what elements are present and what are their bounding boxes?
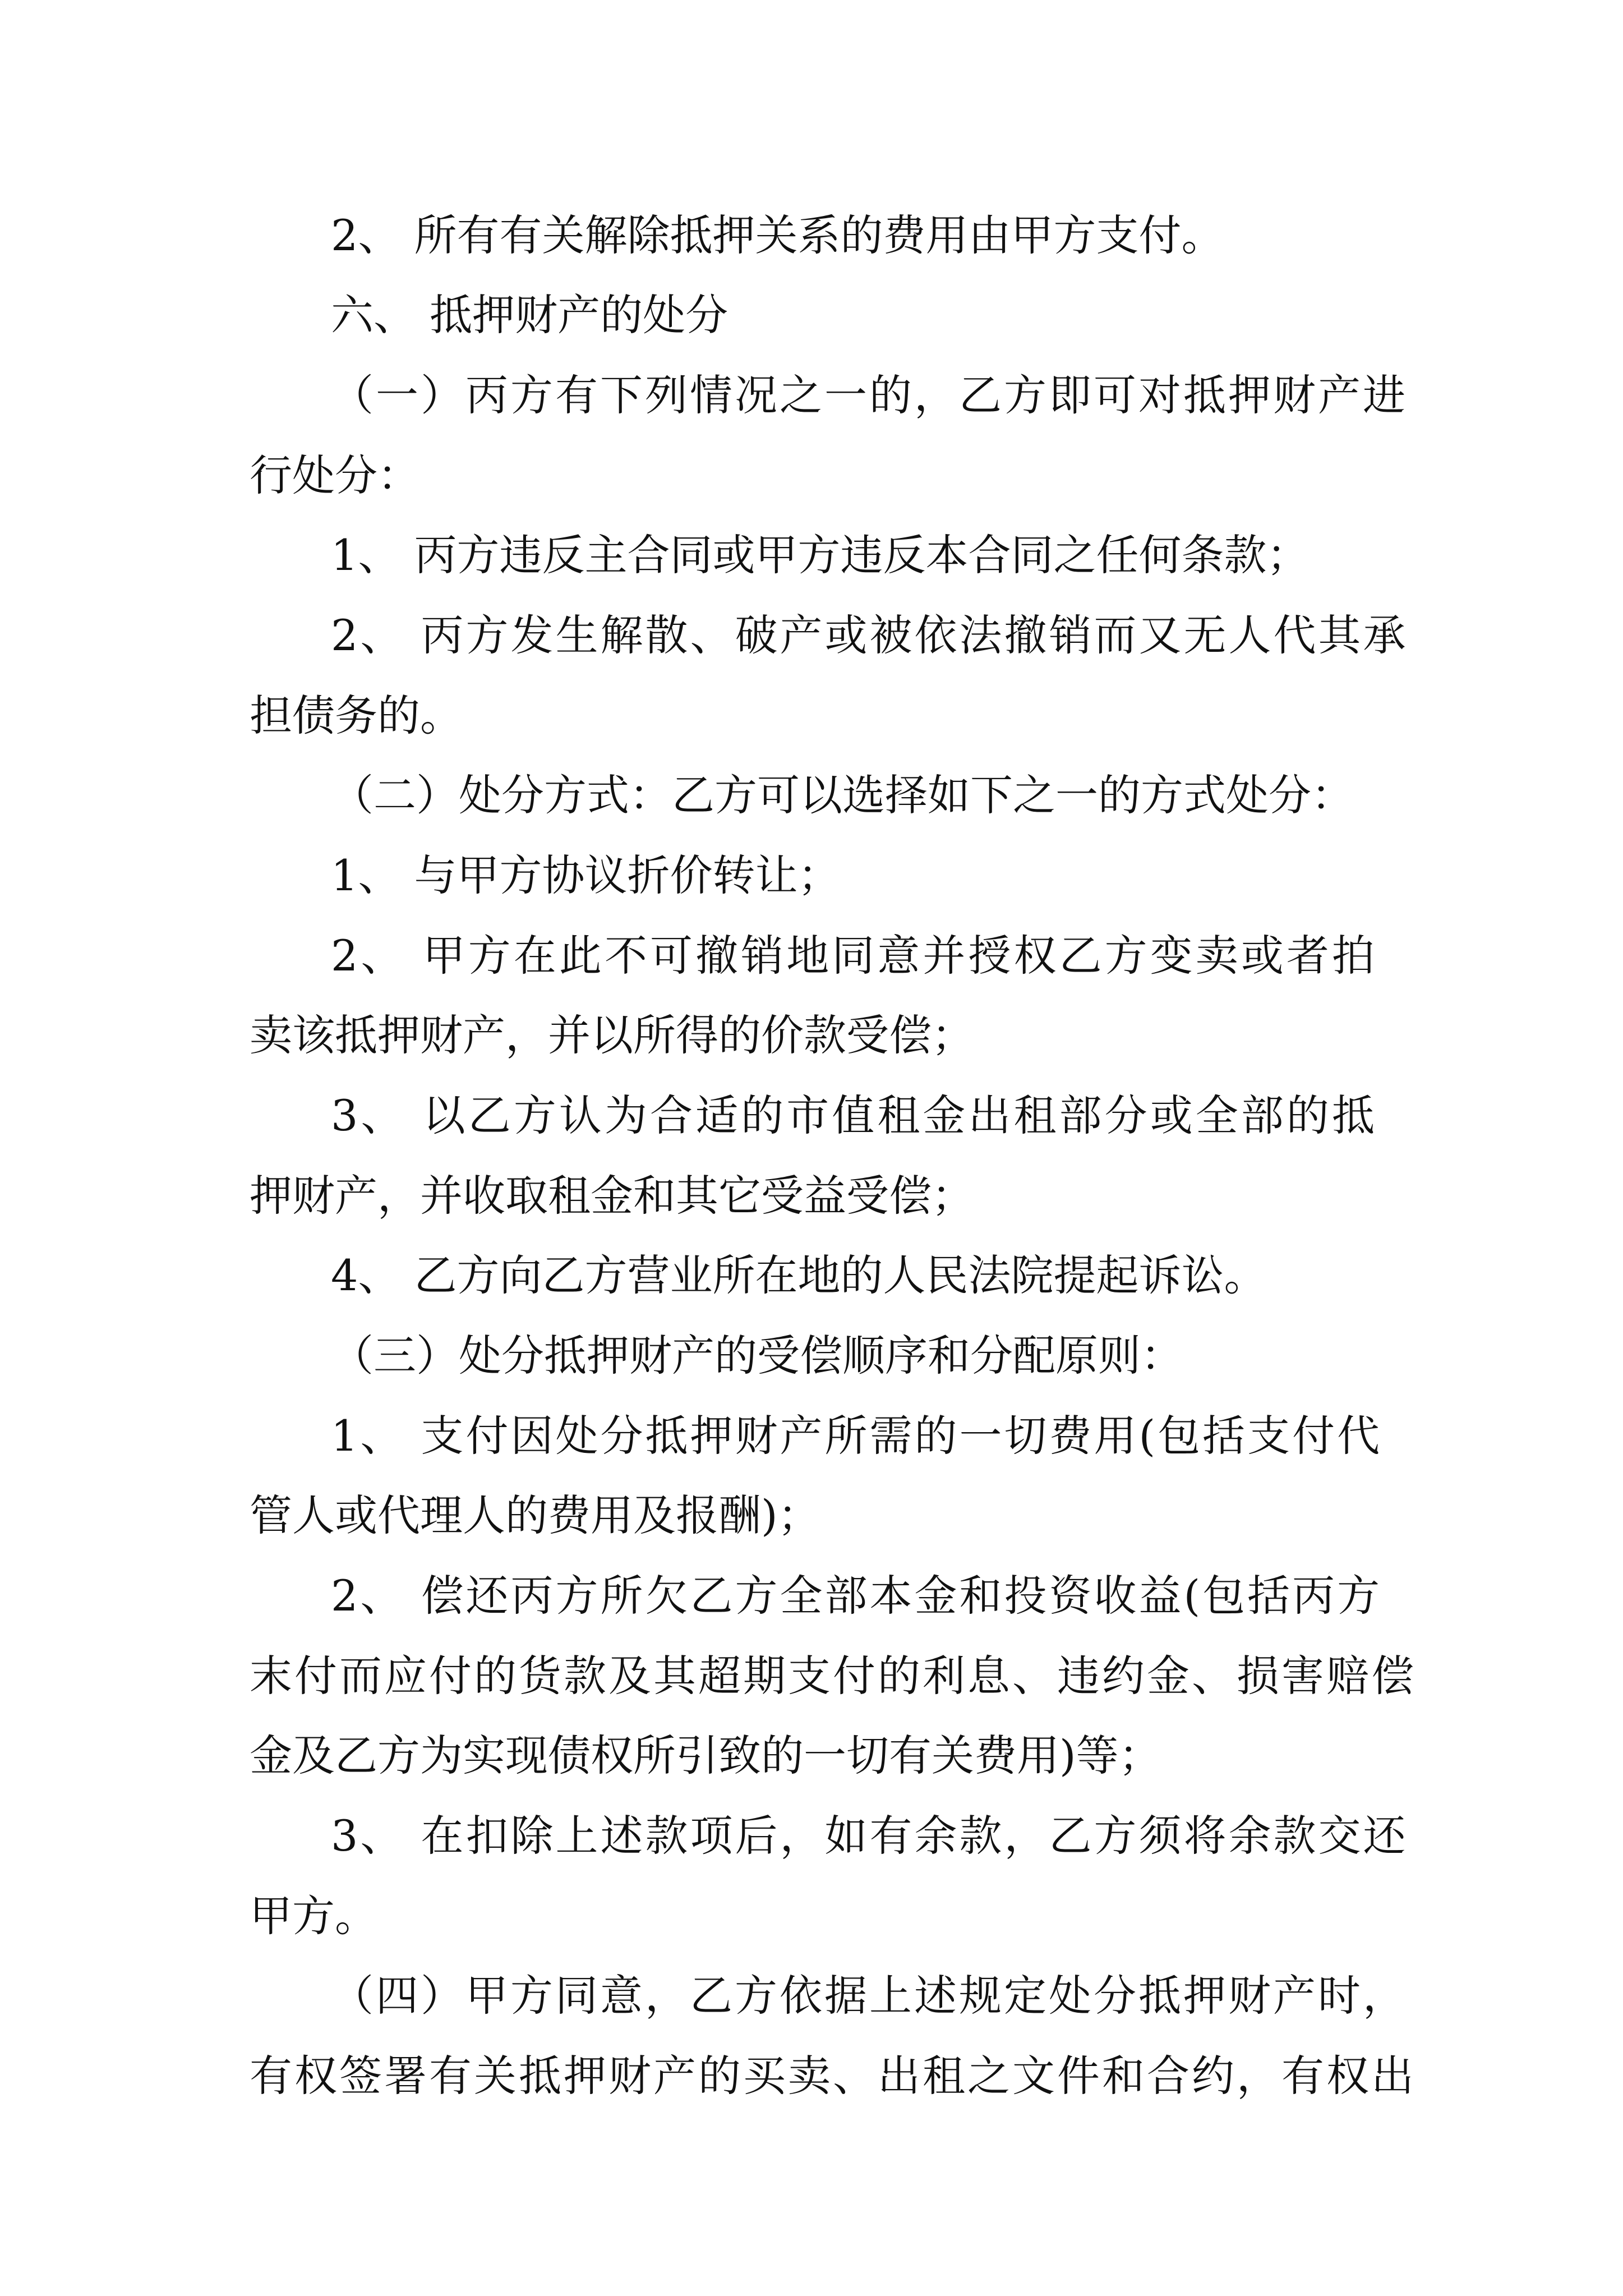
text-line: 甲方。 <box>250 1891 377 1941</box>
text-line: 担债务的。 <box>250 691 463 740</box>
text-line: 行处分： <box>250 450 420 500</box>
text-line: 管人或代理人的费用及报酬)； <box>250 1490 820 1540</box>
text-line: 3、 在扣除上述款项后，如有余款，乙方须将余款交还 <box>331 1811 1408 1861</box>
text-line: 4、 乙方向乙方营业所在地的人民法院提起诉讼。 <box>331 1250 1267 1300</box>
text-line: 六、 抵押财产的处分 <box>331 290 728 340</box>
text-line: 1、 与甲方协议折价转让； <box>331 850 841 900</box>
text-line: （二）处分方式：乙方可以选择如下之一的方式处分： <box>331 770 1354 820</box>
text-line: （四）甲方同意，乙方依据上述规定处分抵押财产时， <box>331 1971 1408 2021</box>
text-line: 金及乙方为实现债权所引致的一切有关费用)等； <box>250 1731 1161 1780</box>
text-line: 2、 甲方在此不可撤销地同意并授权乙方变卖或者拍 <box>331 931 1377 981</box>
text-line: （一）丙方有下列情况之一的，乙方即可对抵押财产进 <box>331 370 1408 420</box>
text-line: 末付而应付的货款及其超期支付的利息、违约金、损害赔偿 <box>250 1651 1416 1701</box>
text-line: 2、 偿还丙方所欠乙方全部本金和投资收益(包括丙方 <box>331 1571 1382 1621</box>
text-line: 卖该抵押财产，并以所得的价款受偿； <box>250 1010 974 1060</box>
text-line: 1、 丙方违反主合同或甲方违反本合同之任何条款； <box>331 530 1310 580</box>
text-line: 押财产，并收取租金和其它受益受偿； <box>250 1171 974 1221</box>
text-line: 2、 所有有关解除抵押关系的费用由甲方支付。 <box>331 210 1224 260</box>
text-line: 1、 支付因处分抵押财产所需的一切费用(包括支付代 <box>331 1411 1382 1461</box>
text-line: 3、 以乙方认为合适的市值租金出租部分或全部的抵 <box>331 1091 1377 1140</box>
text-line: （三）处分抵押财产的受偿顺序和分配原则： <box>331 1331 1183 1381</box>
text-line: 有权签署有关抵押财产的买卖、出租之文件和合约，有权出 <box>250 2051 1416 2101</box>
text-line: 2、 丙方发生解散、破产或被依法撤销而又无人代其承 <box>331 610 1408 660</box>
